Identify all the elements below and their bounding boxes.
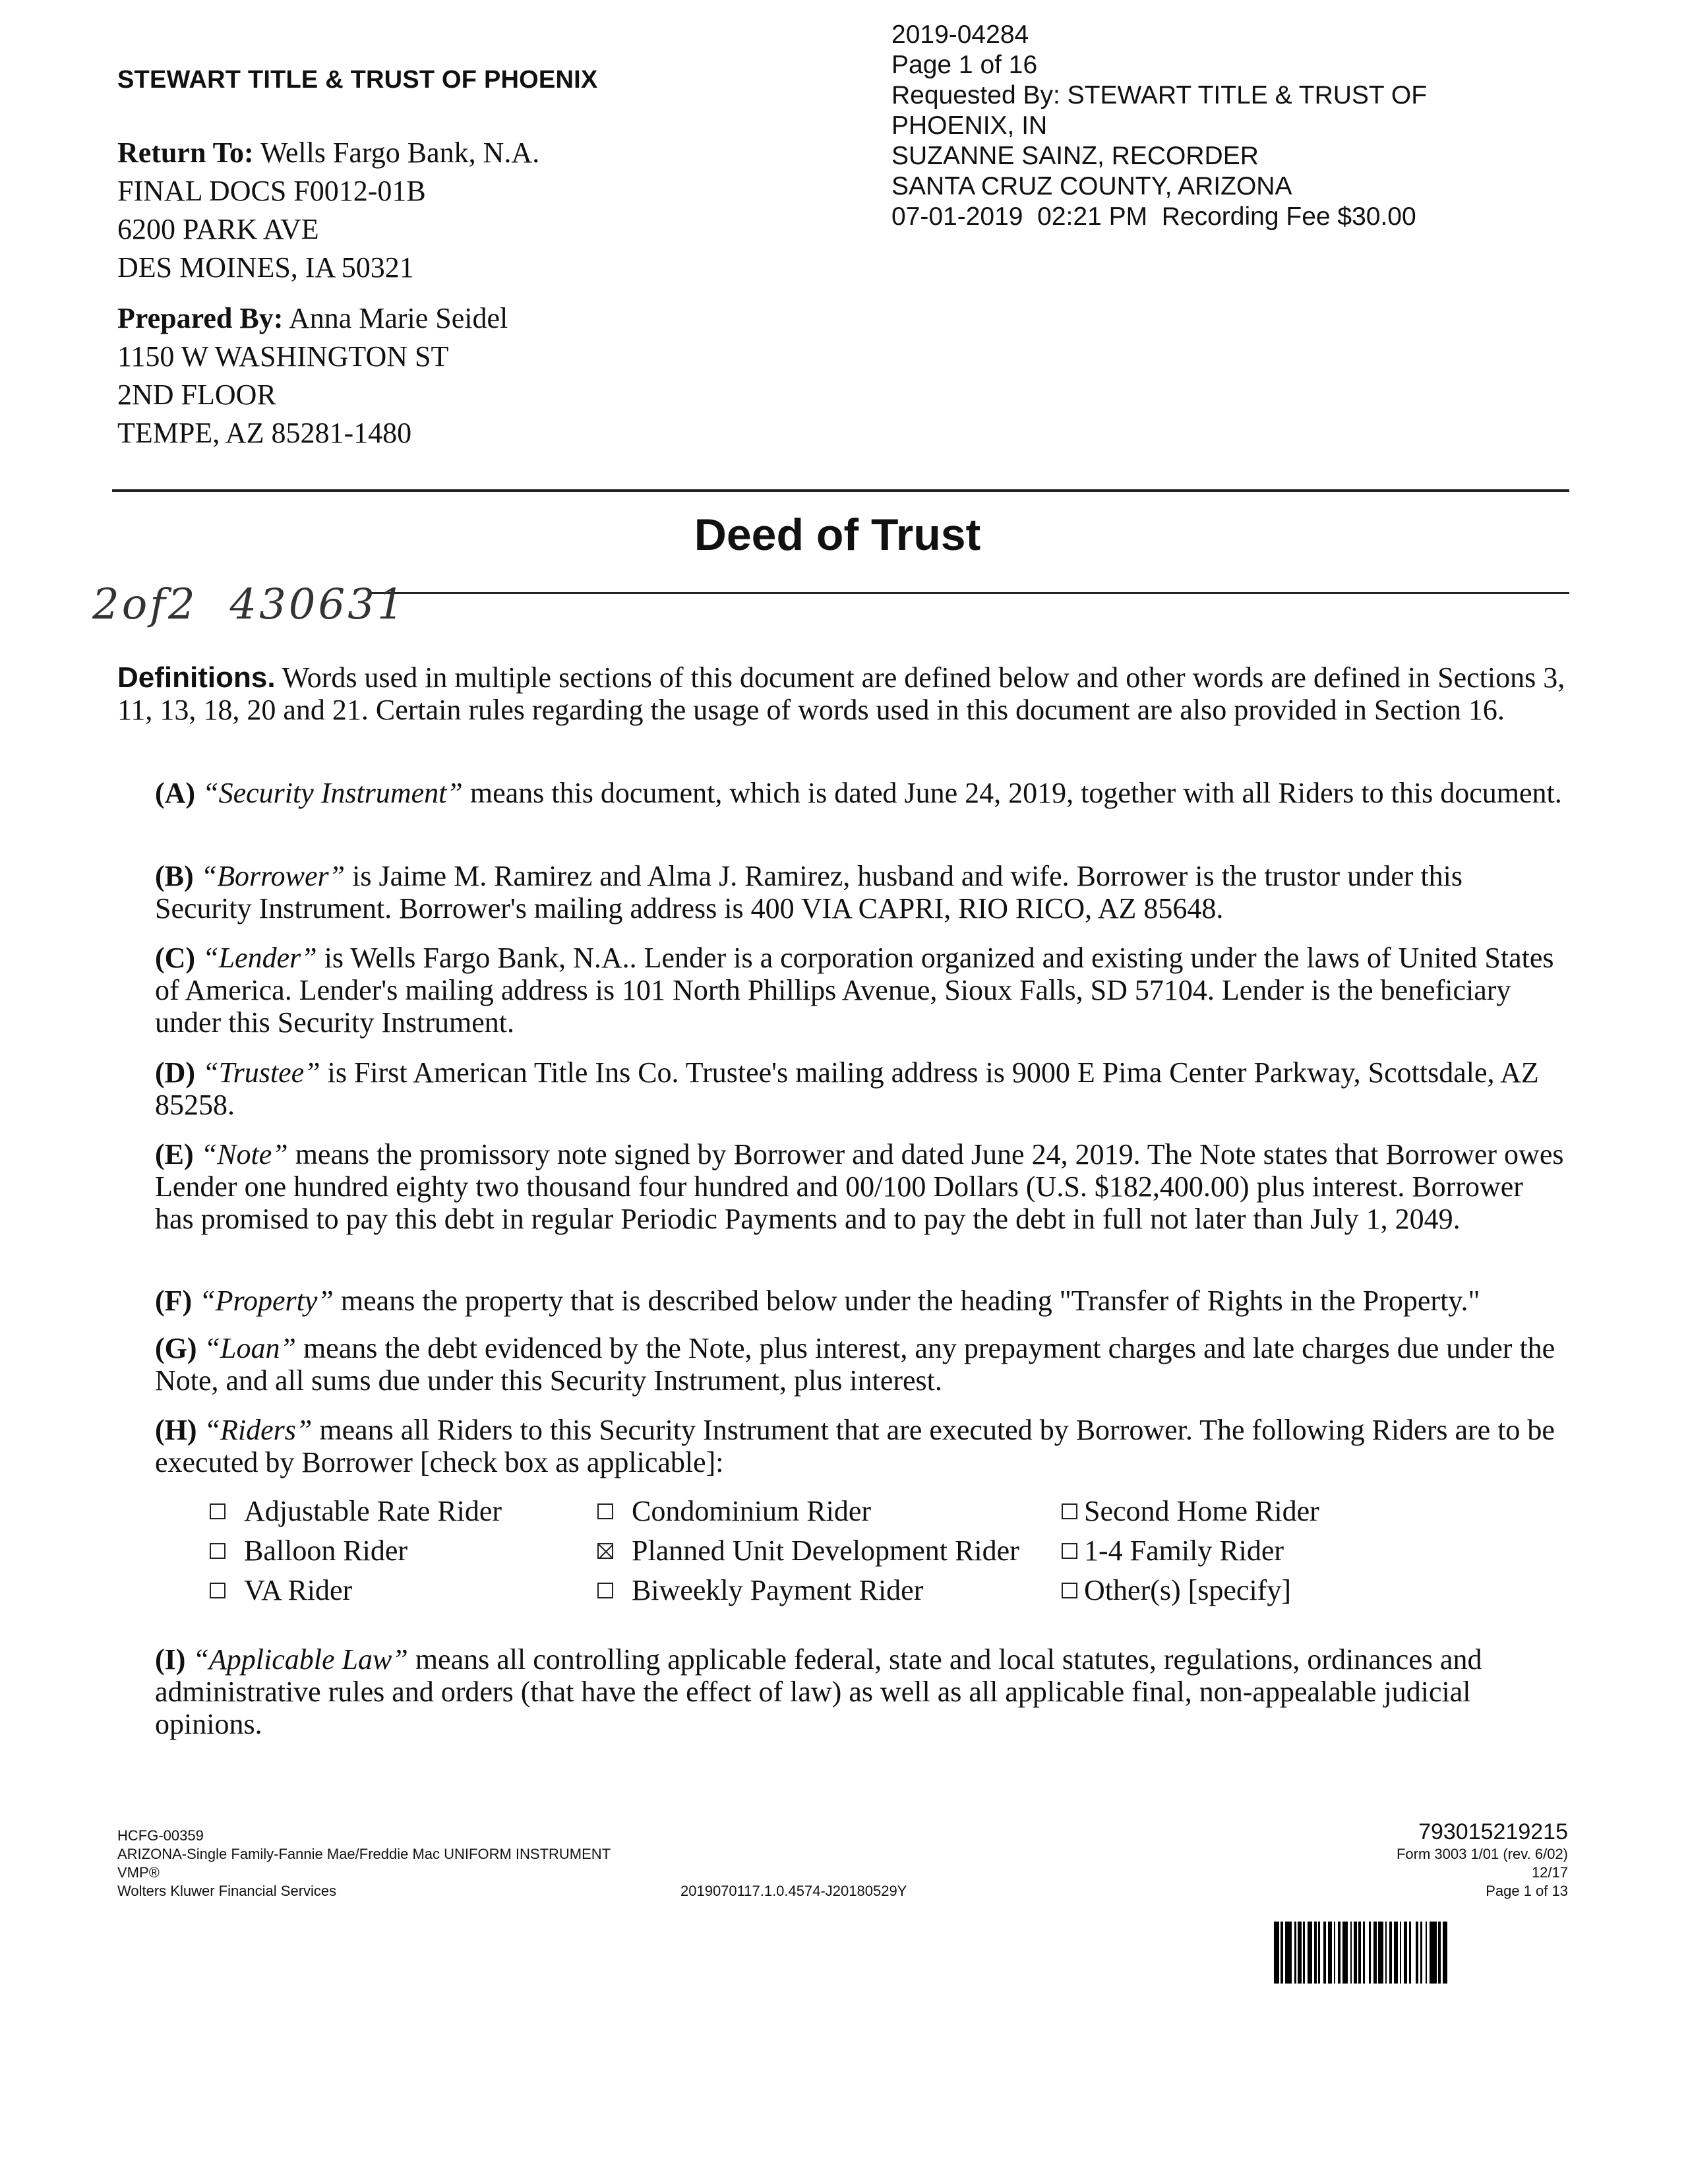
definition-key: (C) (155, 942, 196, 974)
definition-item-i (155, 1643, 1566, 1740)
title-underline (369, 592, 1569, 594)
return-to-line: FINAL DOCS F0012-01B (117, 175, 426, 207)
return-to-label: Return To: (117, 136, 254, 169)
definition-item-b (155, 860, 1566, 925)
definition-text: means this document, which is dated June 24, 2019, together with all Riders to this document. (462, 777, 1562, 809)
footer-publisher: Wolters Kluwer Financial Services (117, 1883, 337, 1899)
rider-label: Planned Unit Development Rider (632, 1534, 1019, 1567)
prepared-by-label: Prepared By: (117, 302, 284, 334)
rider-label: Other(s) [specify] (1084, 1574, 1291, 1606)
definitions-intro-text: Words used in multiple sections of this document are defined below and other words are defined in Sections 3, 11, 13, 18, 20 and 21. Certain rules regarding the usage of words used in this document are also provided in Section 16. (117, 661, 1565, 726)
definition-text: means the debt evidenced by the Note, plus interest, any prepayment charges and late charges due under the Note, and all sums due under this Security Instrument, plus interest. (155, 1332, 1555, 1397)
return-to-line: 6200 PARK AVE (117, 213, 319, 245)
definition-key: (D) (155, 1056, 196, 1089)
definition-key: (G) (155, 1332, 197, 1364)
definition-term: “Riders” (204, 1414, 313, 1446)
footer-vmp: VMP® (117, 1864, 160, 1881)
checkbox[interactable] (210, 1503, 226, 1519)
checkbox[interactable] (1062, 1503, 1077, 1519)
footer-right (1397, 1819, 1568, 1900)
checkbox[interactable] (210, 1583, 226, 1598)
rider-balloon[interactable] (210, 1531, 407, 1571)
document-title: Deed of Trust (694, 510, 981, 560)
definition-term: “Note” (200, 1138, 288, 1170)
definition-key: (A) (155, 777, 196, 809)
rider-va[interactable] (210, 1571, 352, 1610)
definition-term: “Loan” (204, 1332, 296, 1364)
barcode-bar (1274, 1922, 1279, 1984)
prepared-by-line: TEMPE, AZ 85281-1480 (117, 417, 412, 449)
footer-center-code: 2019070117.1.0.4574-J20180529Y (680, 1883, 907, 1899)
recording-line: 07-01-2019 02:21 PM Recording Fee $30.00 (891, 202, 1416, 231)
definition-text: is Wells Fargo Bank, N.A.. Lender is a corporation organized and existing under the laws of United States of America. Lender's mailing address is 101 North Phillips Avenue, Sioux Falls, SD 57104. Lender is the beneficiary under this Security Instrument. (155, 942, 1554, 1039)
rider-label: Balloon Rider (244, 1534, 408, 1567)
definition-key: (B) (155, 860, 194, 892)
definition-term: “Lender” (202, 942, 317, 974)
form-number: Form 3003 1/01 (rev. 6/02) (1396, 1846, 1568, 1862)
rider-1-4-family[interactable] (1062, 1531, 1284, 1571)
definition-key: (F) (155, 1285, 193, 1317)
definition-term: “Security Instrument” (202, 777, 463, 809)
barcode-bar (1378, 1922, 1383, 1984)
definition-item-g (155, 1332, 1566, 1397)
checkbox-checked[interactable] (597, 1543, 613, 1559)
checkbox[interactable] (210, 1543, 226, 1559)
recording-stamp (891, 20, 1427, 232)
definition-item-h (155, 1414, 1566, 1478)
definition-item-c (155, 942, 1566, 1039)
rider-label: Adjustable Rate Rider (244, 1495, 502, 1527)
barcode-bar (1285, 1922, 1292, 1984)
recording-line: SANTA CRUZ COUNTY, ARIZONA (891, 172, 1292, 200)
prepared-by-block (117, 299, 508, 452)
return-to-block (117, 134, 539, 287)
definition-item-d (155, 1056, 1566, 1121)
checkbox[interactable] (597, 1583, 613, 1598)
company-name: STEWART TITLE & TRUST OF PHOENIX (117, 66, 598, 94)
definition-key: (I) (155, 1643, 186, 1676)
checkbox[interactable] (1062, 1583, 1077, 1598)
rider-biweekly-payment[interactable] (597, 1571, 923, 1610)
prepared-by-line: 1150 W WASHINGTON ST (117, 340, 449, 373)
handwritten-note: 2of2 430631 (92, 580, 407, 629)
rider-label: VA Rider (244, 1574, 353, 1606)
rider-other[interactable] (1062, 1571, 1291, 1610)
recording-line: 2019-04284 (891, 20, 1029, 49)
definition-text: means all Riders to this Security Instrument that are executed by Borrower. The following Riders are to be executed by Borrower [check box as applicable]: (155, 1414, 1555, 1478)
definition-text: means the promissory note signed by Borrower and dated June 24, 2019. The Note states that Borrower owes Lender one hundred eighty two thousand four hundred and 00/100 Dollars (U.S. $182,400.00) plus interest. Borrower has promised to pay this debt in regular Periodic Payments and to pay the debt in full not later than July 1, 2049. (155, 1138, 1564, 1235)
form-date: 12/17 (1531, 1864, 1568, 1881)
header-divider (112, 489, 1569, 492)
definitions-heading: Definitions. (117, 661, 276, 694)
return-to-line: DES MOINES, IA 50321 (117, 251, 414, 284)
rider-second-home[interactable] (1062, 1492, 1319, 1531)
footer-left (117, 1827, 611, 1900)
rider-condominium[interactable] (597, 1492, 871, 1531)
definition-item-e (155, 1138, 1566, 1235)
rider-adjustable-rate[interactable] (210, 1492, 502, 1531)
barcode-bar (1430, 1922, 1436, 1984)
checkbox[interactable] (1062, 1543, 1077, 1559)
footer-form-code: HCFG-00359 (117, 1827, 204, 1844)
definitions-intro (117, 661, 1568, 726)
definition-text: is First American Title Ins Co. Trustee's mailing address is 9000 E Pima Center Parkway, Scottsdale, AZ 85258. (155, 1056, 1539, 1121)
loan-number: 793015219215 (1418, 1819, 1568, 1844)
rider-label: Second Home Rider (1084, 1495, 1319, 1527)
definition-item-a (155, 777, 1566, 809)
barcode-bar (1411, 1922, 1416, 1984)
page-number: Page 1 of 13 (1486, 1883, 1568, 1899)
rider-label: 1-4 Family Rider (1084, 1534, 1284, 1567)
recording-line: SUZANNE SAINZ, RECORDER (891, 142, 1259, 170)
definition-term: “Borrower” (200, 860, 346, 892)
barcode-image (1274, 1922, 1557, 1984)
prepared-by-line: 2ND FLOOR (117, 379, 276, 411)
definition-key: (H) (155, 1414, 197, 1446)
barcode-bar (1308, 1922, 1313, 1984)
return-to-line: Wells Fargo Bank, N.A. (260, 136, 540, 169)
rider-label: Condominium Rider (632, 1495, 871, 1527)
prepared-by-line: Anna Marie Seidel (288, 302, 508, 334)
recording-line: Requested By: STEWART TITLE & TRUST OF (891, 81, 1428, 109)
rider-planned-unit-development[interactable] (597, 1531, 1019, 1571)
definition-text: means all controlling applicable federal, state and local statutes, regulations, ordinances and administrative rules and orders (that have the effect of law) as well as all applicable final, non-appealable judicial opinions. (155, 1643, 1482, 1740)
barcode-bar (1342, 1922, 1348, 1984)
checkbox[interactable] (597, 1503, 613, 1519)
barcode-bar (1443, 1922, 1448, 1984)
definition-text: is Jaime M. Ramirez and Alma J. Ramirez, husband and wife. Borrower is the trustor under this Security Instrument. Borrower's mailing address is 400 VIA CAPRI, RIO RICO, AZ 85648. (155, 860, 1462, 925)
rider-label: Biweekly Payment Rider (632, 1574, 924, 1606)
recording-line: Page 1 of 16 (891, 51, 1038, 79)
definition-term: “Property” (199, 1285, 334, 1317)
recording-line: PHOENIX, IN (891, 111, 1048, 140)
definition-term: “Applicable Law” (193, 1643, 408, 1676)
definition-key: (E) (155, 1138, 194, 1170)
definition-term: “Trustee” (202, 1056, 320, 1089)
definition-item-f (155, 1285, 1566, 1317)
definition-text: means the property that is described below under the heading "Transfer of Rights in the Property." (333, 1285, 1480, 1317)
footer-instrument-type: ARIZONA-Single Family-Fannie Mae/Freddie Mac UNIFORM INSTRUMENT (117, 1846, 611, 1862)
